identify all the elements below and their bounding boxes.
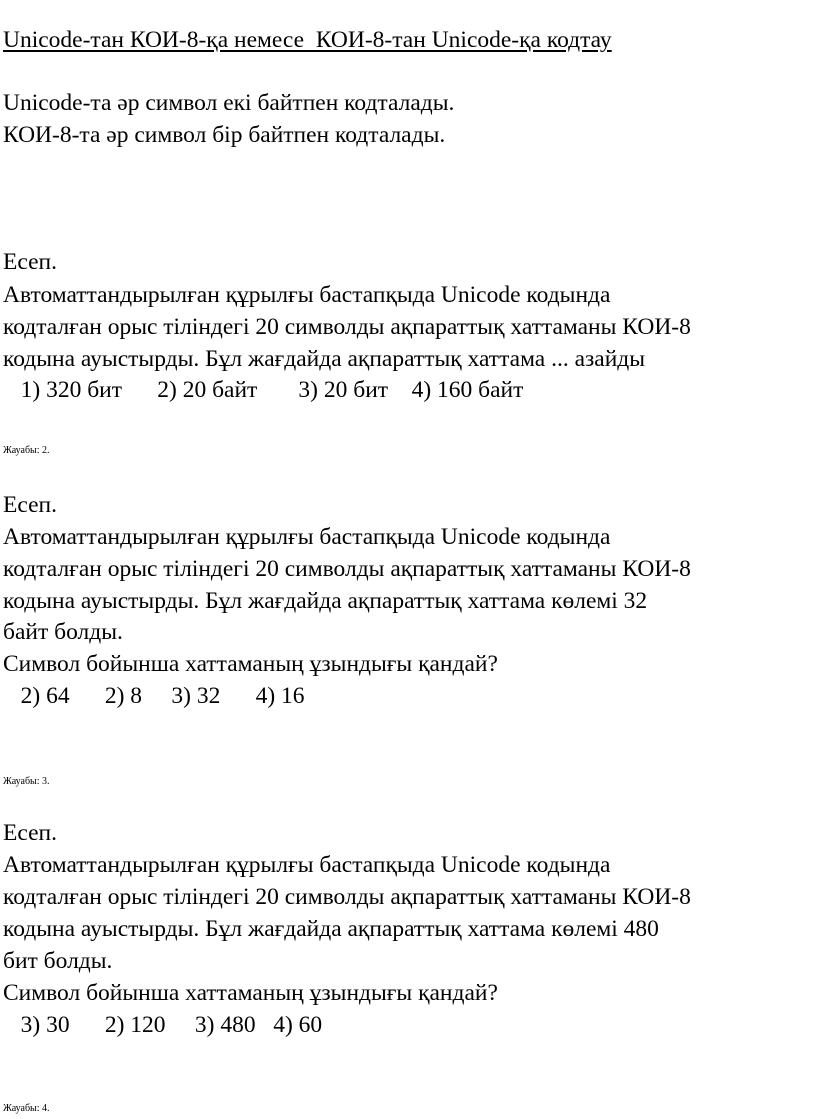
answer-options: 1) 320 бит 2) 20 байт 3) 20 бит 4) 160 байт bbox=[3, 377, 524, 403]
problem-text-line: Автоматтандырылған құрылғы бастапқыда Unicode кодында bbox=[3, 852, 611, 878]
answer-options: 2) 64 2) 8 3) 32 4) 16 bbox=[3, 683, 305, 709]
answer-note: Жауабы: 2. bbox=[3, 445, 50, 456]
problem-heading: Есеп. bbox=[3, 820, 57, 846]
problem-text-line: кодына ауыстырды. Бұл жағдайда ақпараттық хаттама көлемі 480 bbox=[3, 916, 659, 942]
problem-text-line: Автоматтандырылған құрылғы бастапқыда Unicode кодында bbox=[3, 282, 611, 308]
problem-question: Символ бойынша хаттаманың ұзындығы қандай? bbox=[3, 651, 498, 677]
answer-options: 3) 30 2) 120 3) 480 4) 60 bbox=[3, 1012, 323, 1038]
answer-note: Жауабы: 4. bbox=[3, 1103, 50, 1114]
problem-text-line: кодталған орыс тіліндегі 20 символды ақпараттық хаттаманы КОИ-8 bbox=[3, 314, 691, 340]
problem-question: Символ бойынша хаттаманың ұзындығы қандай? bbox=[3, 980, 498, 1006]
problem-text-line: кодына ауыстырды. Бұл жағдайда ақпараттық хаттама көлемі 32 bbox=[3, 588, 648, 614]
problem-text-line: Автоматтандырылған құрылғы бастапқыда Unicode кодында bbox=[3, 524, 611, 550]
intro-line: КОИ-8-та әр символ бір байтпен кодталады. bbox=[3, 122, 446, 148]
problem-text-line: кодталған орыс тіліндегі 20 символды ақпараттық хаттаманы КОИ-8 bbox=[3, 556, 691, 582]
intro-line: Unicode-та әр символ екі байтпен кодталады. bbox=[3, 90, 455, 116]
answer-note: Жауабы: 3. bbox=[3, 776, 50, 787]
problem-heading: Есеп. bbox=[3, 492, 57, 518]
problem-text-line: кодына ауыстырды. Бұл жағдайда ақпараттық хаттама ... азайды bbox=[3, 346, 646, 372]
problem-text-line: кодталған орыс тіліндегі 20 символды ақпараттық хаттаманы КОИ-8 bbox=[3, 884, 691, 910]
problem-heading: Есеп. bbox=[3, 249, 57, 275]
problem-text-line: байт болды. bbox=[3, 619, 123, 645]
document-title: Unicode-тан КОИ-8-қа немесе КОИ-8-тан Unicode-қа кодтау bbox=[3, 27, 612, 53]
problem-text-line: бит болды. bbox=[3, 948, 113, 974]
